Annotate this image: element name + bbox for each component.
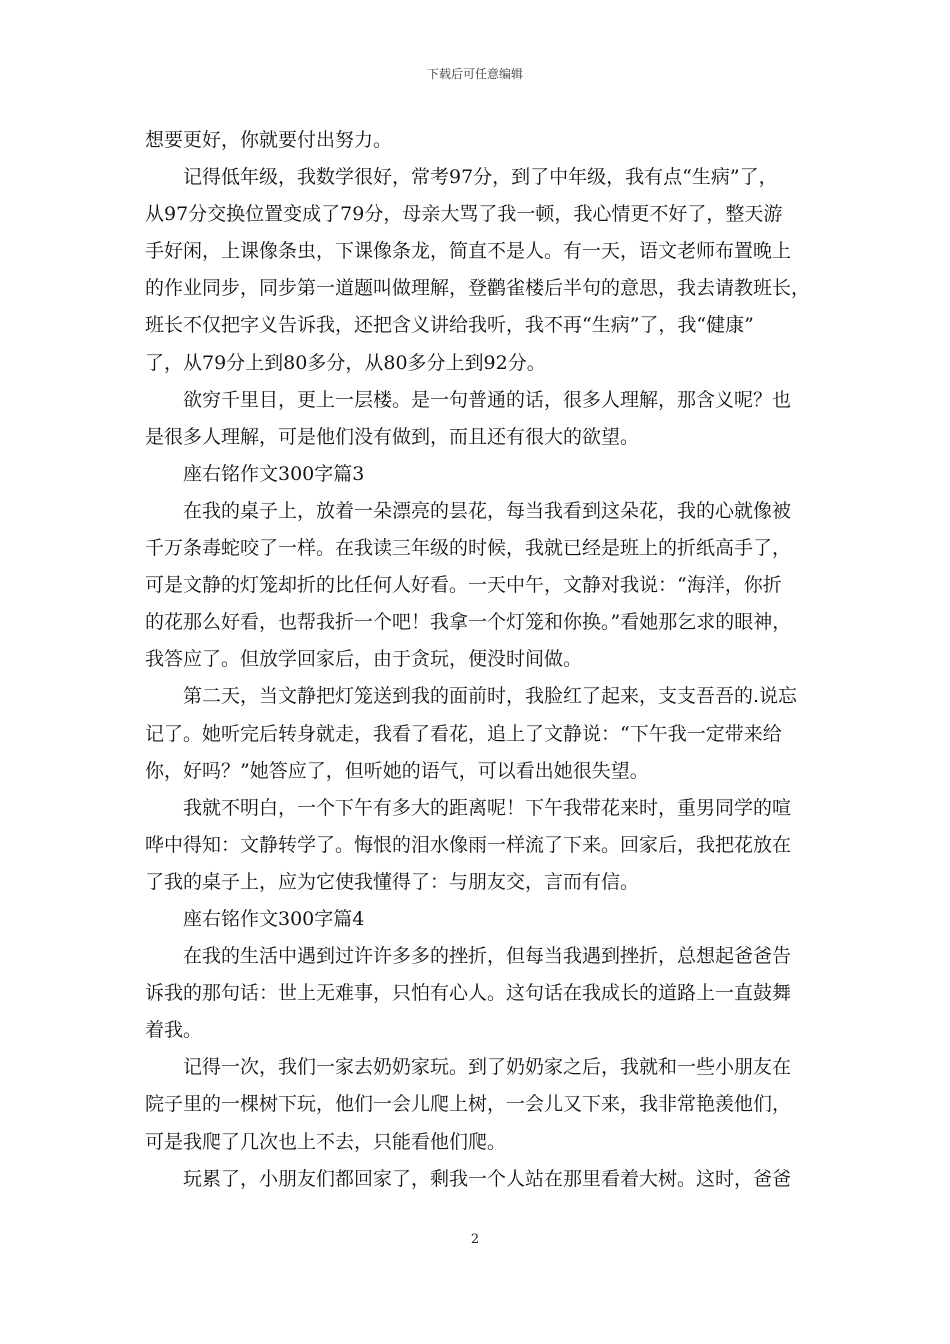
text-line: 座右铭作文300字篇4	[183, 907, 365, 930]
text-line: 想要更好，你就要付出努力。	[145, 129, 393, 151]
page-header: 下载后可任意编辑	[426, 67, 523, 81]
text-line: 着我。	[145, 1019, 203, 1042]
text-line: 的花那么好看，也帮我折一个吧！我拿一个灯笼和你换。”看她那乞求的眼神，	[145, 611, 792, 634]
text-line: 玩累了，小朋友们都回家了，剩我一个人站在那里看着大树。这时，爸爸	[183, 1167, 792, 1190]
text-line: 了，从79分上到80多分，从80多分上到92分。	[145, 351, 546, 374]
text-line: 手好闲，上课像条虫，下课像条龙，简直不是人。有一天，语文老师布置晚上	[145, 240, 792, 263]
text-line: 在我的桌子上，放着一朵漂亮的昙花，每当我看到这朵花，我的心就像被	[183, 499, 792, 522]
document-body	[145, 122, 813, 1198]
text-line: 的作业同步，同步第一道题叫做理解，登鹳雀楼后半句的意思，我去请教班长，	[145, 277, 811, 300]
text-line: 千万条毒蛇咬了一样。在我读三年级的时候，我就已经是班上的折纸高手了，	[145, 537, 792, 560]
text-line: 了我的桌子上，应为它使我懂得了：与朋友交，言而有信。	[145, 870, 640, 893]
text-line: 我答应了。但放学回家后，由于贪玩，便没时间做。	[145, 648, 583, 671]
text-line: 记得一次，我们一家去奶奶家玩。到了奶奶家之后，我就和一些小朋友在	[183, 1056, 792, 1079]
text-line: 欲穷千里目，更上一层楼。是一句普通的话，很多人理解，那含义呢？也	[183, 388, 792, 411]
text-line: 你，好吗？”她答应了，但听她的语气，可以看出她很失望。	[145, 759, 649, 782]
text-line: 可是我爬了几次也上不去，只能看他们爬。	[145, 1130, 507, 1153]
text-line: 可是文静的灯笼却折的比任何人好看。一天中午，文静对我说：“海洋，你折	[145, 574, 782, 597]
text-line: 记得低年级，我数学很好，常考97分，到了中年级，我有点“生病”了，	[183, 166, 778, 189]
text-line: 哗中得知：文静转学了。悔恨的泪水像雨一样流了下来。回家后，我把花放在	[145, 833, 792, 856]
text-line: 我就不明白，一个下午有多大的距离呢！下午我带花来时，重男同学的喧	[183, 796, 792, 819]
text-line: 在我的生活中遇到过许许多多的挫折，但每当我遇到挫折，总想起爸爸告	[183, 945, 792, 968]
text-line: 第二天，当文静把灯笼送到我的面前时，我脸红了起来，支支吾吾的.说忘	[183, 685, 798, 708]
text-line: 院子里的一棵树下玩，他们一会儿爬上树，一会儿又下来，我非常艳羡他们，	[145, 1093, 792, 1116]
text-line: 记了。她听完后转身就走，我看了看花，追上了文静说：“下午我一定带来给	[145, 722, 782, 745]
text-line: 班长不仅把字义告诉我，还把含义讲给我听，我不再“生病”了，我“健康”	[145, 314, 754, 337]
text-line: 从97分交换位置变成了79分，母亲大骂了我一顿，我心情更不好了，整天游	[145, 203, 783, 226]
page-number: 2	[470, 1232, 480, 1247]
text-line: 是很多人理解，可是他们没有做到，而且还有很大的欲望。	[145, 425, 640, 448]
text-line: 座右铭作文300字篇3	[183, 462, 365, 485]
text-line: 诉我的那句话：世上无难事，只怕有心人。这句话在我成长的道路上一直鼓舞	[145, 982, 792, 1005]
